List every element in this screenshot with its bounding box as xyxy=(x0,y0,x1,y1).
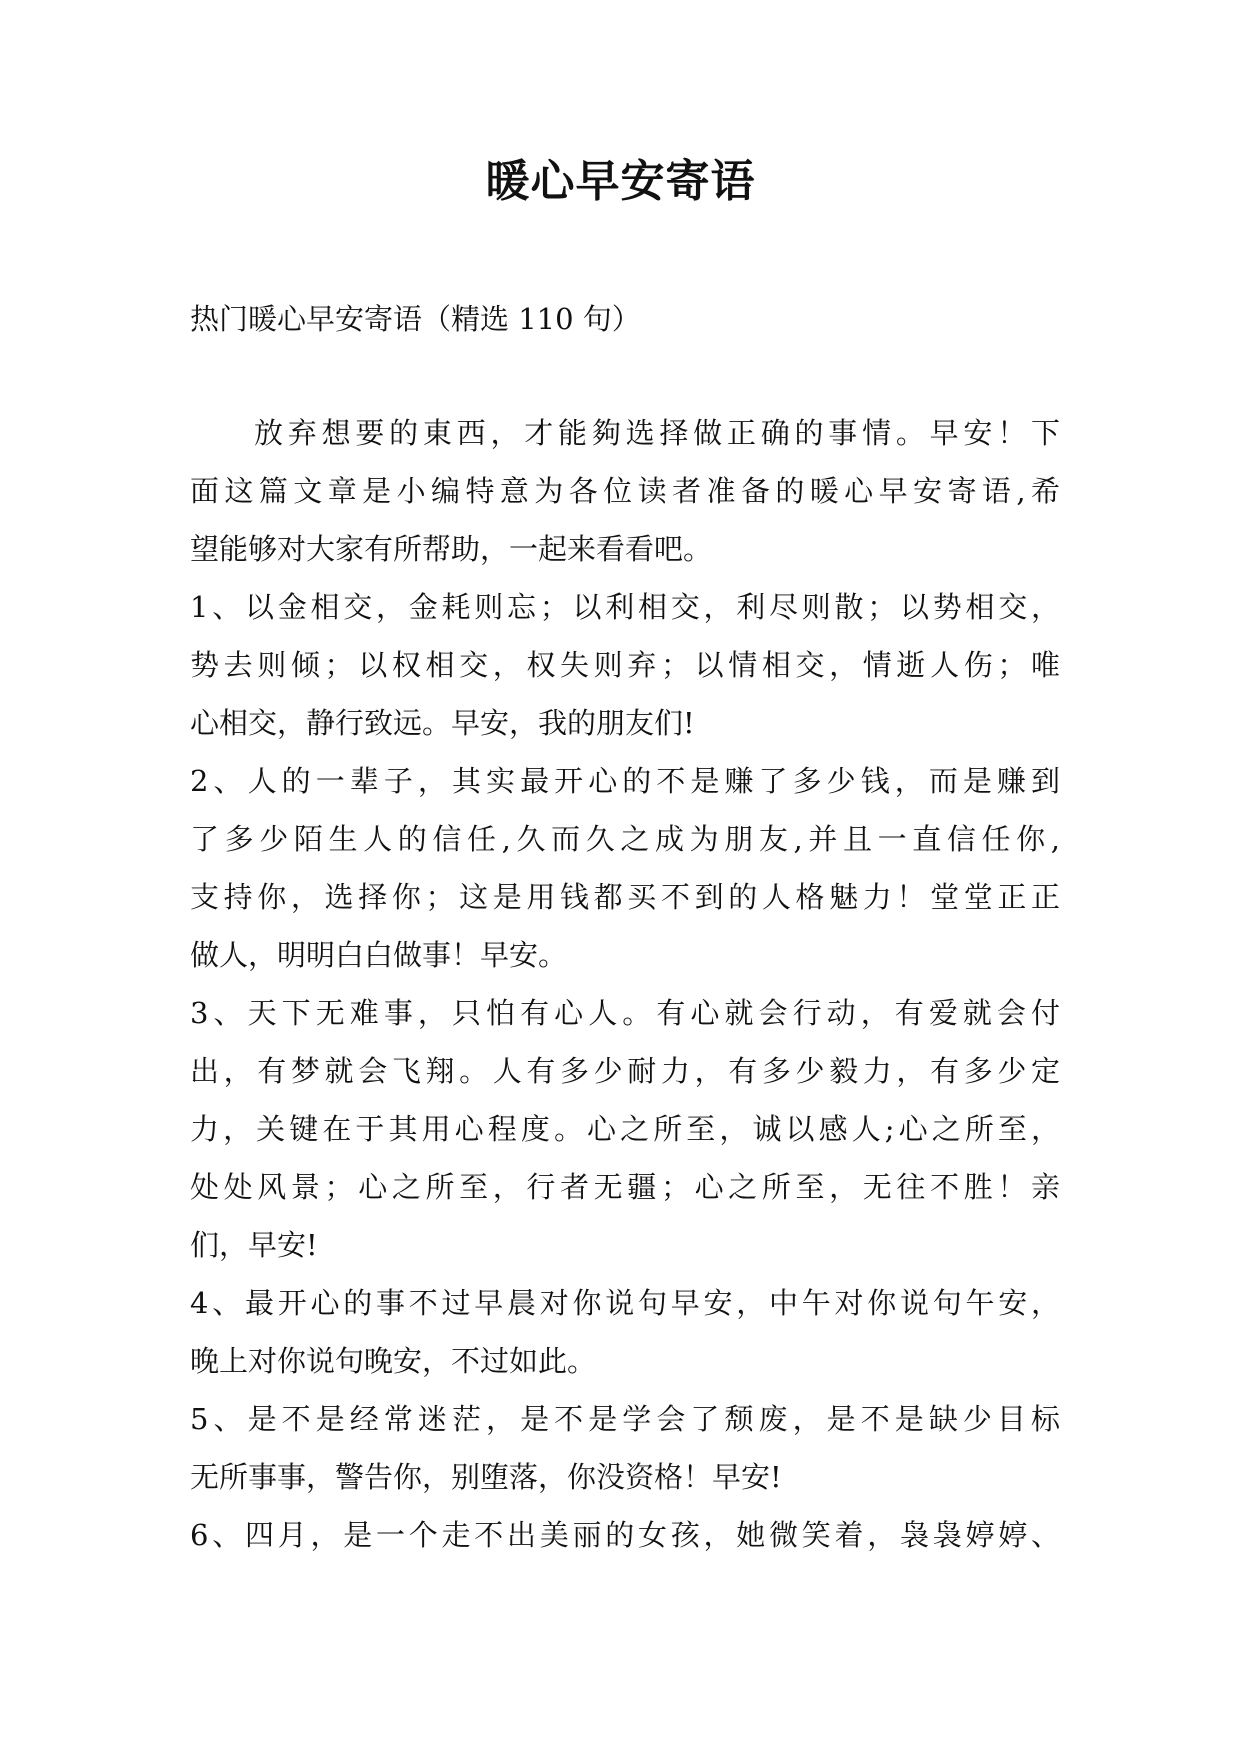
document-body xyxy=(190,404,1060,1564)
body-line: 3、天下无难事，只怕有心人。有心就会行动，有爱就会付 xyxy=(190,996,1060,1030)
body-line: 做人，明明白白做事！早安。 xyxy=(190,938,568,972)
body-line: 无所事事，警告你，别堕落，你没资格！早安! xyxy=(190,1460,782,1494)
body-line: 放弃想要的東西，才能夠选择做正确的事情。早安！下 xyxy=(254,416,1060,450)
body-line: 望能够对大家有所帮助，一起来看看吧。 xyxy=(190,532,713,566)
document-subtitle: 热门暖心早安寄语（精选 110 句） xyxy=(190,302,641,336)
body-line: 力，关键在于其用心程度。心之所至，诚以感人;心之所至， xyxy=(190,1112,1060,1146)
body-line: 1、以金相交，金耗则忘；以利相交，利尽则散；以势相交， xyxy=(190,590,1060,624)
body-line: 了多少陌生人的信任,久而久之成为朋友,并且一直信任你, xyxy=(190,822,1060,856)
body-line: 6、四月，是一个走不出美丽的女孩，她微笑着，袅袅婷婷、 xyxy=(190,1518,1060,1552)
body-line: 面这篇文章是小编特意为各位读者准备的暖心早安寄语,希 xyxy=(190,474,1060,508)
body-line: 2、人的一辈子，其实最开心的不是赚了多少钱，而是赚到 xyxy=(190,764,1060,798)
body-line: 处处风景；心之所至，行者无疆；心之所至，无往不胜！亲 xyxy=(190,1170,1060,1204)
body-line: 出，有梦就会飞翔。人有多少耐力，有多少毅力，有多少定 xyxy=(190,1054,1060,1088)
body-line: 们，早安! xyxy=(190,1228,318,1262)
body-line: 心相交，静行致远。早安，我的朋友们! xyxy=(190,706,695,740)
body-line: 晚上对你说句晚安，不过如此。 xyxy=(190,1344,597,1378)
body-line: 支持你，选择你；这是用钱都买不到的人格魅力！堂堂正正 xyxy=(190,880,1060,914)
body-line: 5、是不是经常迷茫，是不是学会了颓废，是不是缺少目标 xyxy=(190,1402,1060,1436)
body-line: 势去则倾；以权相交，权失则弃；以情相交，情逝人伤；唯 xyxy=(190,648,1060,682)
body-line: 4、最开心的事不过早晨对你说句早安，中午对你说句午安， xyxy=(190,1286,1060,1320)
document-title: 暖心早安寄语 xyxy=(485,156,756,207)
